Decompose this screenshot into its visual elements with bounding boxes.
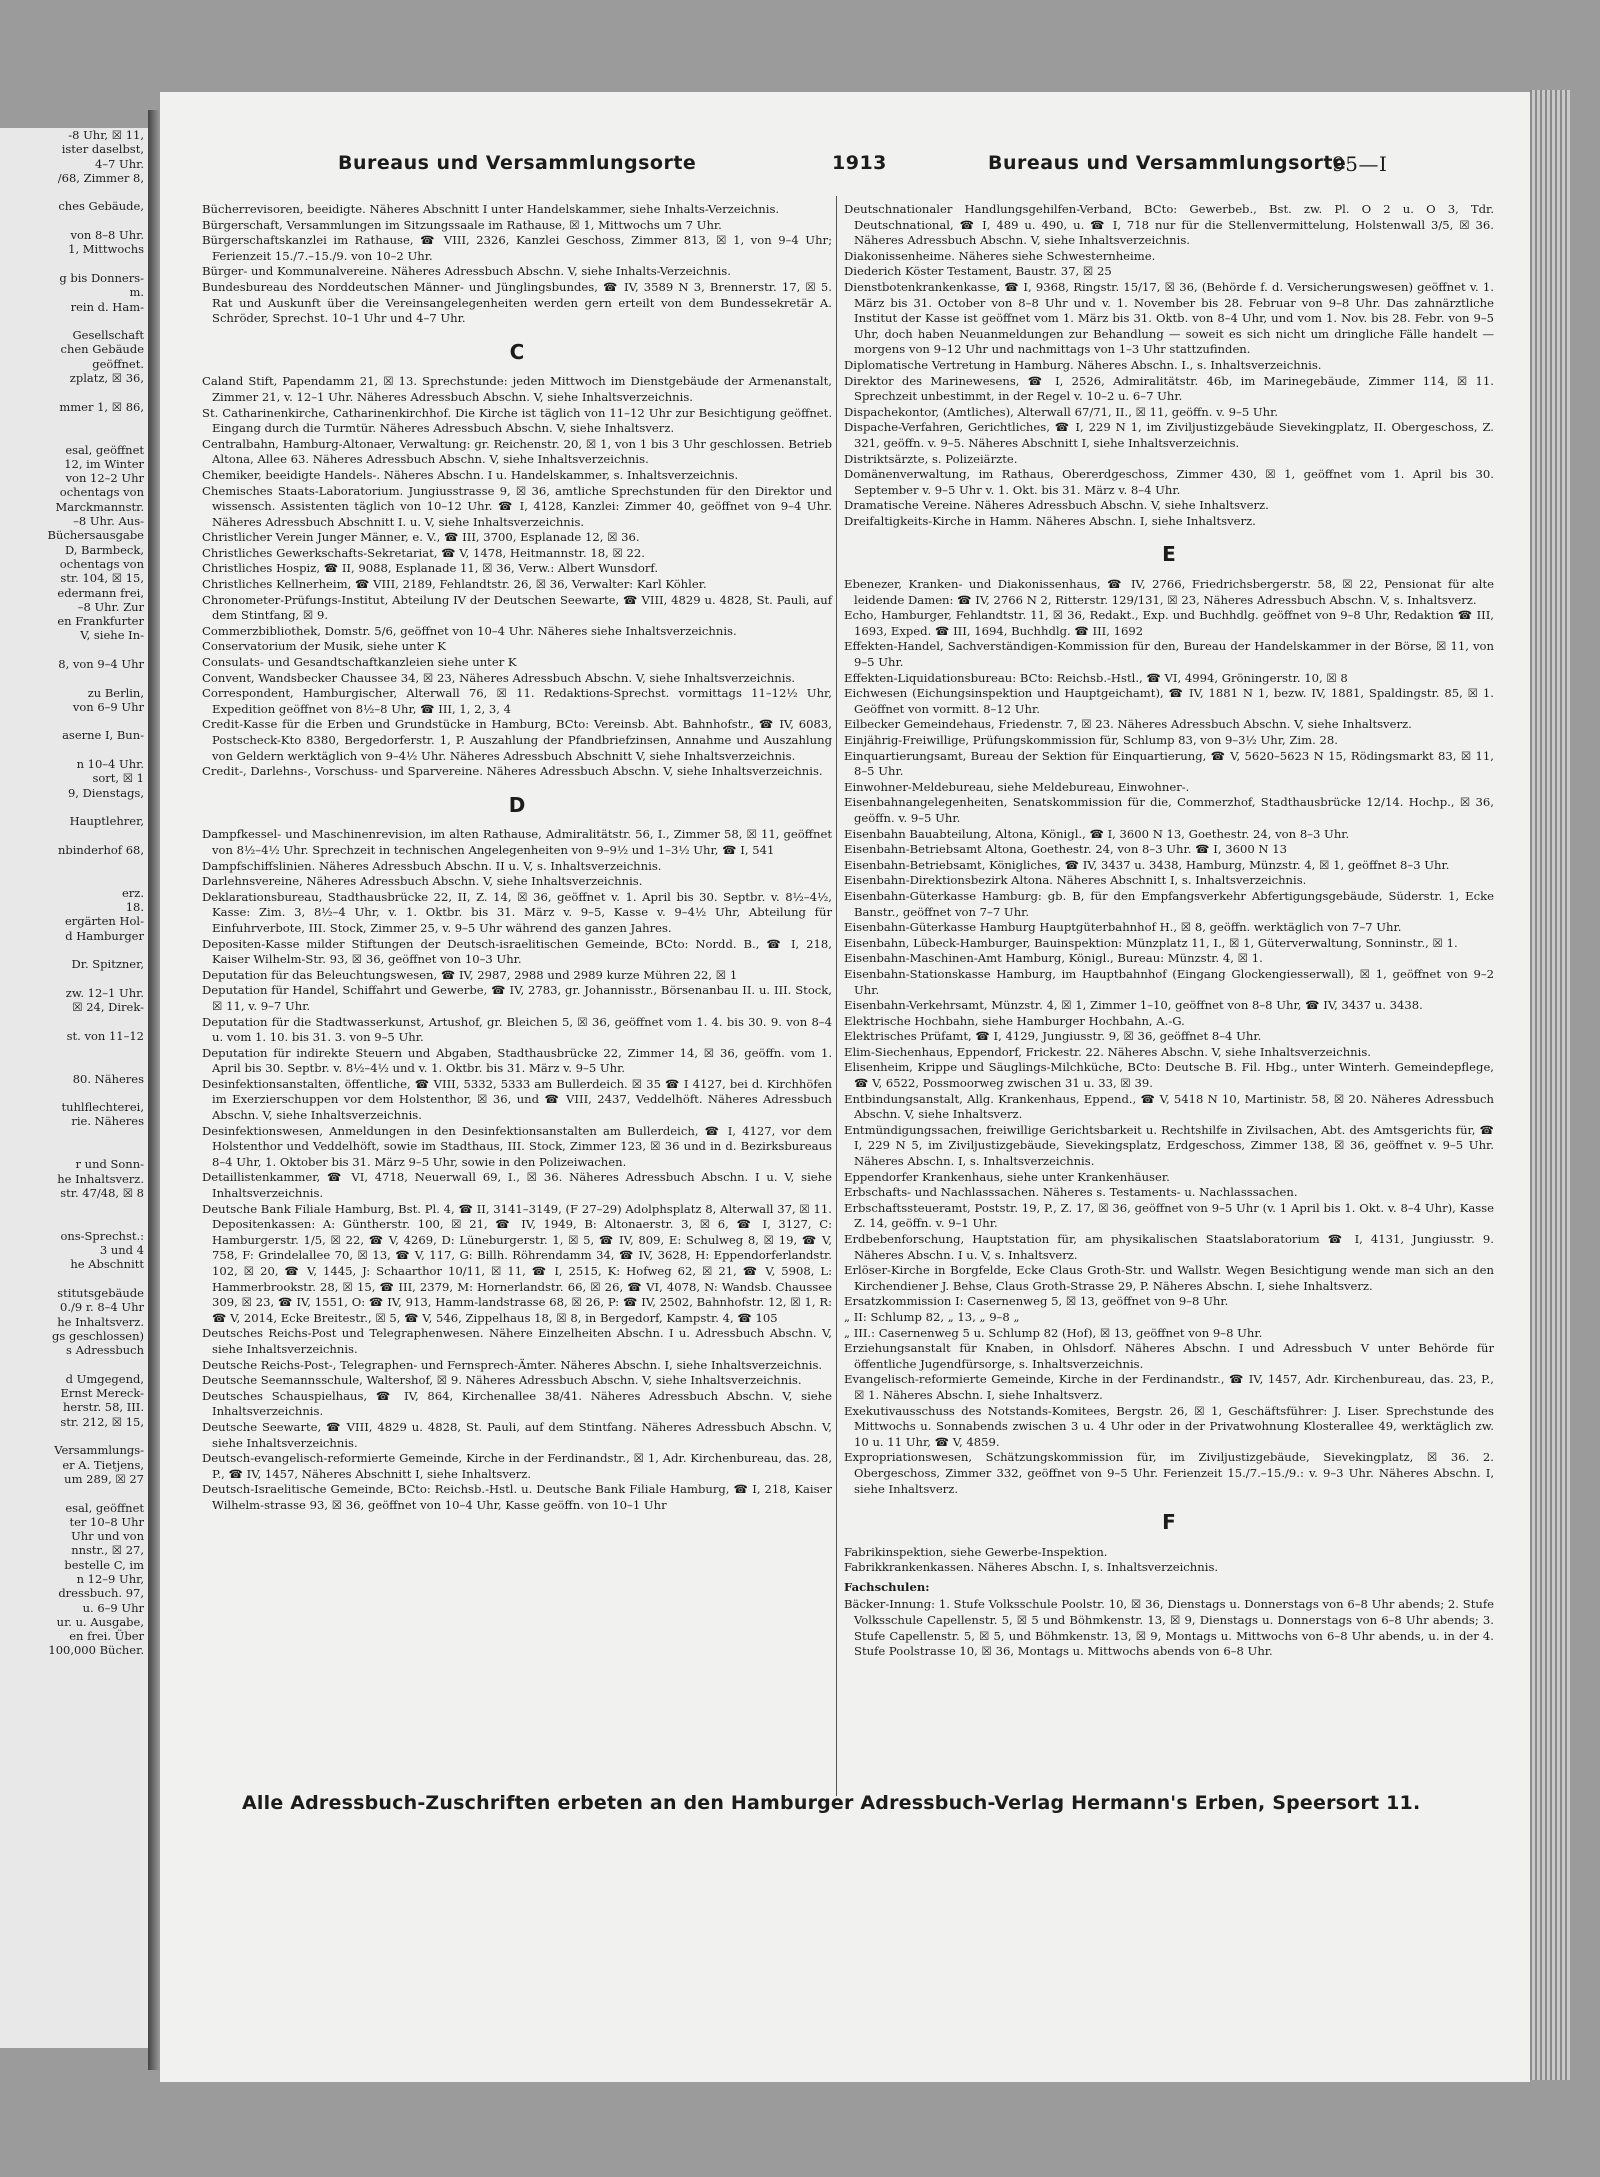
left-page-line: ons-Sprechst.: bbox=[60, 1228, 144, 1243]
left-page-line: 100,000 Bücher. bbox=[48, 1643, 144, 1658]
directory-entry: Eisenbahn-Direktionsbezirk Altona. Näheres Abschnitt I, s. Inhaltsverzeichnis. bbox=[844, 873, 1307, 888]
directory-entry: Bücherrevisoren, beeidigte. Näheres Abschnitt I unter Handelskammer, siehe Inhalts-Verzeichnis. bbox=[202, 202, 780, 216]
directory-entry: Erlöser-Kirche in Borgfelde, Ecke Claus Groth-Str. und Wallstr. Wegen Besichtigung wende man sich an den Kirchendiener J. Behse, Claus Groth-Strasse 29, P. Näheres Abschn. I, siehe Inhaltsverz. bbox=[844, 1263, 1494, 1293]
left-page-line: bestelle C, im bbox=[64, 1557, 144, 1572]
directory-entry: St. Catharinenkirche, Catharinenkirchhof. Die Kirche ist täglich von 11–12 Uhr zur Besichtigung geöffnet. Eingang durch die Turmtür. Näheres Adressbuch Abschn. V, siehe Inhaltsverz. bbox=[202, 405, 832, 436]
left-page-line: d Umgegend, bbox=[65, 1371, 144, 1386]
left-page-line: –8 Uhr. Aus- bbox=[73, 514, 144, 529]
directory-entry: Eisenbahnangelegenheiten, Senatskommission für die, Commerzhof, Stadthausbrücke 12/14. Hochp., ☒ 36, geöffn. v. 9–5 Uhr. bbox=[844, 795, 1494, 825]
left-page-line: dressbuch. 97, bbox=[58, 1586, 144, 1601]
directory-entry: Deputation für die Stadtwasserkunst, Artushof, gr. Bleichen 5, ☒ 36, geöffnet vom 1. 4. bis 30. 9. von 8–4 u. vom 1. 10. bis 31. 3. von 9–5 Uhr. bbox=[202, 1014, 832, 1045]
directory-entry: Elektrische Hochbahn, siehe Hamburger Hochbahn, A.-G. bbox=[844, 1013, 1185, 1028]
directory-entry: Dispache-Verfahren, Gerichtliches, ☎ I, 229 N 1, im Ziviljustizgebäude Sievekingplatz, II. Obergeschoss, Z. 321, geöffn. v. 9–5. Näheres Abschnitt I, siehe Inhaltsverzeichnis. bbox=[844, 420, 1494, 450]
entries-fachschulen bbox=[844, 1597, 1494, 1659]
directory-entry: Eisenbahn-Betriebsamt, Königliches, ☎ IV, 3437 u. 3438, Hamburg, Münzstr. 4, ☒ 1, geöffnet 8–3 Uhr. bbox=[844, 857, 1450, 872]
right-page bbox=[160, 92, 1530, 2082]
left-page-line: 8, von 9–4 Uhr bbox=[58, 656, 144, 671]
directory-entry: Christliches Gewerkschafts-Sekretariat, ☎ V, 1478, Heitmannstr. 18, ☒ 22. bbox=[202, 545, 645, 560]
entries-c bbox=[202, 374, 832, 779]
left-page-line: Büchersausgabe bbox=[47, 528, 144, 543]
left-page-line: /68, Zimmer 8, bbox=[57, 170, 144, 185]
left-page-line: 1, Mittwochs bbox=[68, 242, 144, 257]
directory-entry: Elim-Siechenhaus, Eppendorf, Frickestr. 22. Näheres Abschn. V, siehe Inhaltsverzeichnis. bbox=[844, 1044, 1371, 1059]
left-page-line: ur. u. Ausgabe, bbox=[56, 1614, 144, 1629]
left-page-line: von 8–8 Uhr. bbox=[70, 228, 144, 243]
left-page-line bbox=[4, 871, 144, 885]
left-page-line: Hauptlehrer, bbox=[69, 814, 144, 829]
left-page-line: von 12–2 Uhr bbox=[65, 471, 144, 486]
directory-entry: Desinfektionswesen, Anmeldungen in den Desinfektionsanstalten am Bullerdeich, ☎ I, 4127, vor dem Holstenthor und Veddelhöft, sowie im Stadthaus, III. Stock, Zimmer 123, ☒ 36 und in d. Bezirksbureaus 8–4 Uhr, 1. Oktober bis 31. März 9–5 Uhr, sowie in den Polizeiwachen. bbox=[202, 1123, 832, 1169]
left-page-line: um 289, ☒ 27 bbox=[64, 1471, 144, 1486]
left-page-line: chen Gebäude bbox=[60, 342, 144, 357]
left-page-line bbox=[4, 1014, 144, 1028]
column-left bbox=[202, 202, 832, 1514]
left-page-line: Versammlungs- bbox=[54, 1443, 144, 1458]
directory-entry: Deutsche Bank Filiale Hamburg, Bst. Pl. 4, ☎ II, 3141–3149, (F 27–29) Adolphsplatz 8, Alterwall 37, ☒ 11. Depositenkassen: A: Güntherstr. 100, ☒ 21, ☎ IV, 1949, B: Altonaerstr. 3, ☒ 6, ☎ I, 3127, C: Hamburgerstr. 1/5, ☒ 22, ☎ V, 4269, D: Lüneburgerstr. 1, ☒ 5, ☎ IV, 809, E: Schulweg 8, ☒ 19, ☎ V, 758, F: Grindelallee 70, ☒ 13, ☎ V, 117, G: Billh. Röhrendamm 34, ☎ IV, 3628, H: Eppendorferlandstr. 102, ☒ 20, ☎ V, 1445, J: Schaarthor 10/11, ☒ 11, ☎ I, 2515, K: Hofweg 62, ☒ 21, ☎ V, 5908, L: Hammerbrookstr. 28, ☒ 15, ☎ III, 2379, M: Hornerlandstr. 66, ☒ 26, ☎ VI, 4078, N: Wandsb. Chaussee 309, ☒ 23, ☎ IV, 1551, O: ☎ IV, 913, Hamm-landstrasse 68, ☒ 26, P: ☎ IV, 2502, Bahnhofstr. 12, ☒ 1, R: ☎ V, 2014, Ecke Breitestr., ☒ 5, ☎ V, 546, Zippelhaus 18, ☒ 8, in Bergedorf, Kampstr. 4, ☎ 105 bbox=[202, 1201, 832, 1325]
directory-entry: Diederich Köster Testament, Baustr. 37, ☒ 25 bbox=[844, 264, 1112, 279]
directory-entry: Eisenbahn-Betriebsamt Altona, Goethestr. 24, von 8–3 Uhr. ☎ I, 3600 N 13 bbox=[844, 842, 1287, 857]
left-page-line bbox=[4, 743, 144, 757]
directory-entry: Elisenheim, Krippe und Säuglings-Milchküche, BCto: Deutsche B. Fil. Hbg., unter Winterh. Gemeindepflege, ☎ V, 6522, Possmoorweg zwischen 31 u. 33, ☒ 39. bbox=[844, 1060, 1494, 1091]
directory-entry: Bürgerschaftskanzlei im Rathause, ☎ VIII, 2326, Kanzlei Geschoss, Zimmer 813, ☒ 1, von 9–4 Uhr; Ferienzeit 15./7.–15./9. von 10–2 Uhr. bbox=[202, 233, 832, 263]
header-left: Bureaus und Versammlungsorte bbox=[338, 152, 697, 174]
left-page-line: zw. 12–1 Uhr. bbox=[65, 985, 144, 1000]
left-page-line: g bis Donners- bbox=[59, 270, 144, 285]
directory-entry: Centralbahn, Hamburg-Altonaer, Verwaltung: gr. Reichenstr. 20, ☒ 1, von 1 bis 3 Uhr geschlossen. Betrieb Altona, Allee 63. Näheres Adressbuch Abschn. V, siehe Inhaltsverzeichnis. bbox=[202, 436, 832, 467]
directory-entry: Dienstbotenkrankenkasse, ☎ I, 9368, Ringstr. 15/17, ☒ 36, (Behörde f. d. Versicherungswesen) geöffnet v. 1. März bis 31. October von 8–8 Uhr und v. 1. November bis 28. Februar von 9–8 Uhr. Das zahnärztliche Institut der Kasse ist geöffnet vom 1. März bis 31. Oktb. von 8–4 Uhr, und vom 1. Nov. bis 28. Febr. von 9–5 Uhr, doch haben Neuanmeldungen zur Behandlung — soweit es sich nicht um dringliche Fälle handelt — morgens von 9–12 Uhr und nachmittags von 1–3 Uhr stattzufinden. bbox=[844, 279, 1494, 357]
left-page-line bbox=[4, 671, 144, 685]
left-page-line: V, siehe In- bbox=[80, 628, 144, 643]
left-page-line: m. bbox=[129, 285, 144, 300]
directory-entry: Dispachekontor, (Amtliches), Alterwall 67/71, II., ☒ 11, geöffn. v. 9–5 Uhr. bbox=[844, 404, 1279, 419]
left-page-line: nbinderhof 68, bbox=[57, 842, 144, 857]
left-page-line bbox=[4, 1057, 144, 1071]
left-page-line bbox=[4, 428, 144, 442]
directory-entry: Chemiker, beeidigte Handels-. Näheres Abschn. I u. Handelskammer, s. Inhaltsverzeichnis. bbox=[202, 467, 739, 482]
left-page-line: he Abschnitt bbox=[70, 1257, 144, 1272]
left-page-line: 12, im Winter bbox=[64, 456, 144, 471]
directory-entry: Erbschafts- und Nachlasssachen. Näheres s. Testaments- u. Nachlasssachen. bbox=[844, 1185, 1298, 1200]
directory-entry: Effekten-Handel, Sachverständigen-Kommission für den, Bureau der Handelskammer in der Börse, ☒ 11, von 9–5 Uhr. bbox=[844, 639, 1494, 670]
directory-entry: Erziehungsanstalt für Knaben, in Ohlsdorf. Näheres Abschn. I und Adressbuch V unter Behörde für öffentliche Jugendfürsorge, s. Inhaltsverzeichnis. bbox=[844, 1341, 1494, 1371]
left-page-fragment bbox=[0, 128, 150, 2048]
left-page-line: ochentags von bbox=[59, 485, 144, 500]
left-page-line bbox=[4, 314, 144, 328]
column-right bbox=[844, 202, 1494, 1660]
directory-entry: Eisenbahn-Maschinen-Amt Hamburg, Königl., Bureau: Münzstr. 4, ☒ 1. bbox=[844, 951, 1263, 966]
directory-entry: Diakonissenheime. Näheres siehe Schwesternheime. bbox=[844, 248, 1156, 263]
left-page-line bbox=[4, 857, 144, 871]
section-letter-c: C bbox=[509, 339, 525, 364]
left-page-line: edermann frei, bbox=[57, 585, 144, 600]
left-page-line bbox=[4, 1143, 144, 1157]
directory-entry: Deputation für Handel, Schiffahrt und Gewerbe, ☎ IV, 2783, gr. Johannisstr., Börsenanbau II. u. III. Stock, ☒ 11, v. 9–7 Uhr. bbox=[202, 983, 832, 1013]
left-page-line: von 6–9 Uhr bbox=[72, 699, 144, 714]
directory-entry: Elektrisches Prüfamt, ☎ I, 4129, Jungiusstr. 9, ☒ 36, geöffnet 8–4 Uhr. bbox=[844, 1029, 1262, 1044]
directory-entry: Deklarationsbureau, Stadthausbrücke 22, II, Z. 14, ☒ 36, geöffnet v. 1. April bis 30. Septbr. v. 8½–4½, Kasse: Zim. 3, 8½–4 Uhr, v. 1. Oktbr. bis 31. März v. 9–5, Kasse v. 9–4½ Uhr, Abteilung für Einfuhrverbote, III. Stock, Zimmer 25, v. 9–5 Uhr während des ganzen Jahres. bbox=[202, 889, 832, 935]
left-page-line: en frei. Über bbox=[69, 1629, 144, 1644]
section-letter-e: E bbox=[1162, 542, 1176, 567]
publisher-footer: Alle Adressbuch-Zuschriften erbeten an den Hamburger Adressbuch-Verlag Hermann's Erben, Speersort 11. bbox=[242, 1792, 1421, 1814]
left-page-line: st. von 11–12 bbox=[66, 1028, 144, 1043]
directory-entry: Exekutivausschuss des Notstands-Komitees, Bergstr. 26, ☒ 1, Geschäftsführer: J. Liser. Sprechstunde des Mittwochs u. Sonnabends zwischen 3 u. 4 Uhr oder in der Privatwohnung Klosterallee 49, werktäglich zw. 10 u. 11 Uhr, ☎ V, 4859. bbox=[844, 1403, 1494, 1449]
directory-entry: Entbindungsanstalt, Allg. Krankenhaus, Eppend., ☎ V, 5418 N 10, Martinistr. 58, ☒ 20. Näheres Adressbuch Abschn. V, siehe Inhaltsverz. bbox=[844, 1091, 1494, 1122]
directory-entry: Desinfektionsanstalten, öffentliche, ☎ VIII, 5332, 5333 am Bullerdeich. ☒ 35 ☎ I 4127, bei d. Kirchhöfen im Exerzierschuppen vor dem Holstenthor, ☒ 36, und ☎ VIII, 2437, Veddelhöft. Näheres Adressbuch Abschn. V, siehe Inhaltsverzeichnis. bbox=[202, 1076, 832, 1123]
directory-entry: Ebenezer, Kranken- und Diakonissenhaus, ☎ IV, 2766, Friedrichsbergerstr. 58, ☒ 22, Pensionat für alte leidende Damen: ☎ IV, 2766 N 2, Ritterstr. 129/131, ☒ 23, Näheres Adressbuch Abschn. V, s. Inhaltsverz. bbox=[844, 577, 1494, 607]
entries-b bbox=[202, 202, 832, 327]
left-page-line: aserne I, Bun- bbox=[62, 728, 144, 743]
left-page-line: Ernst Mereck- bbox=[60, 1386, 144, 1401]
directory-entry: Deputation für indirekte Steuern und Abgaben, Stadthausbrücke 22, Zimmer 14, ☒ 36, geöffn. vom 1. April bis 30. Septbr. v. 8½–4½ und v. 1. Oktbr. bis 31. März v. 9–5 Uhr. bbox=[202, 1045, 832, 1076]
left-page-line bbox=[4, 1358, 144, 1372]
left-page-line: ergärten Hol- bbox=[64, 914, 144, 929]
left-page-line: gs geschlossen) bbox=[52, 1328, 144, 1343]
directory-entry: Convent, Wandsbecker Chaussee 34, ☒ 23, Näheres Adressbuch Abschn. V, siehe Inhaltsverzeichnis. bbox=[202, 670, 796, 685]
left-page-line: ochentags von bbox=[59, 556, 144, 571]
left-page-line bbox=[4, 1429, 144, 1443]
left-page-line: 4–7 Uhr. bbox=[94, 156, 144, 171]
directory-entry: Depositen-Kasse milder Stiftungen der Deutsch-israelitischen Gemeinde, BCto: Nordd. B., ☎ I, 218, Kaiser Wilhelm-Str. 93, ☒ 36, geöffnet von 10–3 Uhr. bbox=[202, 936, 832, 967]
left-page-line: rie. Näheres bbox=[71, 1114, 144, 1129]
left-page-line bbox=[4, 1272, 144, 1286]
left-page-line: 80. Näheres bbox=[72, 1071, 144, 1086]
left-page-line bbox=[4, 1215, 144, 1229]
directory-entry: Correspondent, Hamburgischer, Alterwall 76, ☒ 11. Redaktions-Sprechst. vormittags 11–12½ Uhr, Expedition geöffnet von 8½–8 Uhr, ☎ III, 1, 2, 3, 4 bbox=[202, 686, 832, 716]
left-page-line: str. 104, ☒ 15, bbox=[60, 571, 144, 586]
left-page-line: n 10–4 Uhr. bbox=[76, 757, 144, 772]
left-page-line: u. 6–9 Uhr bbox=[82, 1600, 144, 1615]
directory-entry: Caland Stift, Papendamm 21, ☒ 13. Sprechstunde: jeden Mittwoch im Dienstgebäude der Armenanstalt, Zimmer 21, v. 12–1 Uhr. Näheres Adressbuch Abschn. V, siehe Inhaltsverzeichnis. bbox=[202, 374, 832, 404]
directory-entry: Deutsche Seemannsschule, Waltershof, ☒ 9. Näheres Adressbuch Abschn. V, siehe Inhaltsverzeichnis. bbox=[202, 1373, 802, 1388]
left-page-line: s Adressbuch bbox=[66, 1343, 144, 1358]
directory-entry: „ II: Schlump 82, „ 13, „ 9–8 „ bbox=[844, 1309, 1020, 1324]
directory-entry: Echo, Hamburger, Fehlandtstr. 11, ☒ 36, Redakt., Exp. und Buchhdlg. geöffnet von 9–8 Uhr, Redaktion ☎ III, 1693, Exped. ☎ III, 1694, Buchhdlg. ☎ III, 1692 bbox=[844, 608, 1494, 638]
left-page-line: esal, geöffnet bbox=[65, 1500, 144, 1515]
fachschulen-heading: Fachschulen: bbox=[844, 1579, 930, 1594]
directory-entry: Chronometer-Prüfungs-Institut, Abteilung IV der Deutschen Seewarte, ☎ VIII, 4829 u. 4828, St. Pauli, auf dem Stintfang, ☒ 9. bbox=[202, 592, 832, 623]
directory-entry: Dreifaltigkeits-Kirche in Hamm. Näheres Abschn. I, siehe Inhaltsverz. bbox=[844, 513, 1256, 528]
left-page-line bbox=[4, 414, 144, 428]
left-page-line bbox=[4, 829, 144, 843]
header-year: 1913 bbox=[832, 152, 887, 174]
left-page-line: erz. bbox=[121, 885, 144, 900]
directory-entry: Bundesbureau des Norddeutschen Männer- und Jünglingsbundes, ☎ IV, 3589 N 3, Brennerstr. 17, ☒ 5. Rat und Auskunft über die Vereinsangelegenheiten werden gern erteilt von dem Bundessekretär A. Schröder, Sprechst. 10–1 Uhr und 4–7 Uhr. bbox=[202, 279, 832, 326]
directory-entry: Deutsch-evangelisch-reformierte Gemeinde, Kirche in der Ferdinandstr., ☒ 1, Adr. Kirchenbureau, das. 28, P., ☎ IV, 1457, Näheres Abschnitt I, siehe Inhaltsverz. bbox=[202, 1451, 832, 1481]
left-page-line: ☒ 24, Direk- bbox=[72, 1000, 144, 1015]
section-letter-f: F bbox=[1162, 1510, 1176, 1535]
left-page-line bbox=[4, 385, 144, 399]
left-page-line: Uhr und von bbox=[71, 1529, 144, 1544]
directory-entry: Effekten-Liquidationsbureau: BCto: Reichsb.-Hstl., ☎ VI, 4994, Gröningerstr. 10, ☒ 8 bbox=[844, 670, 1348, 685]
directory-entry: Darlehnsvereine, Näheres Adressbuch Abschn. V, siehe Inhaltsverzeichnis. bbox=[202, 874, 643, 889]
directory-entry: Eppendorfer Krankenhaus, siehe unter Krankenhäuser. bbox=[844, 1169, 1170, 1184]
left-page-line: 9, Dienstags, bbox=[67, 785, 144, 800]
left-page-line: geöffnet. bbox=[92, 356, 144, 371]
entries-d-cont bbox=[844, 202, 1494, 529]
directory-entry: Bäcker-Innung: 1. Stufe Volksschule Poolstr. 10, ☒ 36, Dienstags u. Donnerstags von 6–8 Uhr abends; 2. Stufe Volksschule Capellenstr. 5, ☒ 5 und Böhmkenstr. 13, ☒ 9, Dienstags u. Donnerstags von 6–8 Uhr abends; 3. Stufe Capellenstr. 5, ☒ 5, und Böhmkenstr. 13, ☒ 9, Montags u. Mittwochs von 6–8 Uhr abends, u. in der 4. Stufe Poolstrasse 10, ☒ 36, Montags u. Mittwochs abends von 6–8 Uhr. bbox=[844, 1597, 1494, 1659]
left-page-line: d Hamburger bbox=[65, 928, 144, 943]
running-header bbox=[160, 152, 1530, 192]
page-number: 95—I bbox=[1332, 152, 1388, 176]
left-page-line: D, Barmbeck, bbox=[64, 542, 144, 557]
directory-entry: Diplomatische Vertretung in Hamburg. Näheres Abschn. I., s. Inhaltsverzeichnis. bbox=[844, 357, 1322, 372]
directory-entry: Dramatische Vereine. Näheres Adressbuch Abschn. V, siehe Inhaltsverz. bbox=[844, 498, 1269, 513]
left-page-line: he Inhaltsverz. bbox=[57, 1314, 144, 1329]
left-page-line bbox=[4, 185, 144, 199]
directory-entry: Einquartierungsamt, Bureau der Sektion für Einquartierung, ☎ V, 5620–5623 N 15, Rödingsmarkt 83, ☒ 11, 8–5 Uhr. bbox=[844, 748, 1494, 779]
directory-entry: Eisenbahn-Verkehrsamt, Münzstr. 4, ☒ 1, Zimmer 1–10, geöffnet von 8–8 Uhr, ☎ IV, 3437 u. 3438. bbox=[844, 998, 1423, 1013]
directory-entry: Bürger- und Kommunalvereine. Näheres Adressbuch Abschn. V, siehe Inhalts-Verzeichnis. bbox=[202, 264, 731, 279]
directory-entry: Christliches Kellnerheim, ☎ VIII, 2189, Fehlandtstr. 26, ☒ 36, Verwalter: Karl Köhler. bbox=[202, 577, 707, 592]
directory-entry: Deutsches Schauspielhaus, ☎ IV, 864, Kirchenallee 38/41. Näheres Adressbuch Abschn. V, siehe Inhaltsverzeichnis. bbox=[202, 1388, 832, 1419]
directory-entry: Deutsche Reichs-Post-, Telegraphen- und Fernsprech-Ämter. Näheres Abschn. I, siehe Inhaltsverzeichnis. bbox=[202, 1357, 823, 1372]
left-page-line: en Frankfurter bbox=[57, 614, 144, 629]
left-page-line bbox=[4, 1043, 144, 1057]
directory-entry: Erbschaftssteueramt, Poststr. 19, P., Z. 17, ☒ 36, geöffnet von 9–5 Uhr (v. 1 April bis 1. Okt. v. 8–4 Uhr), Kasse Z. 14, geöffn. v. 9–1 Uhr. bbox=[844, 1200, 1494, 1231]
directory-entry: Eisenbahn-Güterkasse Hamburg Hauptgüterbahnhof H., ☒ 8, geöffn. werktäglich von 7–7 Uhr. bbox=[844, 920, 1402, 935]
directory-entry: Eisenbahn Bauabteilung, Altona, Königl., ☎ I, 3600 N 13, Goethestr. 24, von 8–3 Uhr. bbox=[844, 826, 1350, 841]
left-page-line: he Inhaltsverz. bbox=[57, 1171, 144, 1186]
section-letter-d: D bbox=[508, 792, 526, 817]
left-page-line bbox=[4, 943, 144, 957]
left-page-line: Dr. Spitzner, bbox=[71, 957, 144, 972]
left-page-line: mmer 1, ☒ 86, bbox=[59, 399, 144, 414]
directory-entry: Dampfkessel- und Maschinenrevision, im alten Rathause, Admiralitätstr. 56, I., Zimmer 58, ☒ 11, geöffnet von 8½–4½ Uhr. Sprechzeit in technischen Angelegenheiten von 9–9½ und 1–3½ Uhr, ☎ I, 541 bbox=[202, 827, 832, 857]
left-page-line: –8 Uhr. Zur bbox=[77, 599, 144, 614]
page-edges bbox=[1530, 90, 1570, 2080]
directory-entry: Fabrikinspektion, siehe Gewerbe-Inspektion. bbox=[844, 1544, 1108, 1559]
left-page-line: er A. Tietjens, bbox=[62, 1457, 144, 1472]
left-page-line: str. 47/48, ☒ 8 bbox=[60, 1185, 144, 1200]
left-page-line bbox=[4, 1486, 144, 1500]
directory-entry: Erdbebenforschung, Hauptstation für, am physikalischen Staatslaboratorium ☎ I, 4131, Jungiusstr. 9. Näheres Abschn. I u. V, s. Inhaltsverz. bbox=[844, 1232, 1494, 1262]
left-page-line: Gesellschaft bbox=[72, 328, 144, 343]
column-rule bbox=[836, 196, 837, 1796]
directory-entry: Consulats- und Gesandtschaftkanzleien siehe unter K bbox=[202, 655, 517, 670]
directory-entry: Ersatzkommission I: Casernenweg 5, ☒ 13, geöffnet von 9–8 Uhr. bbox=[844, 1294, 1229, 1309]
left-page-line bbox=[4, 972, 144, 986]
left-page-line: sort, ☒ 1 bbox=[92, 771, 144, 786]
left-page-line: 18. bbox=[125, 900, 144, 915]
directory-entry: Deputation für das Beleuchtungswesen, ☎ IV, 2987, 2988 und 2989 kurze Mühren 22, ☒ 1 bbox=[202, 967, 738, 982]
directory-entry: Evangelisch-reformierte Gemeinde, Kirche in der Ferdinandstr., ☎ IV, 1457, Adr. Kirchenbureau, das. 23, P., ☒ 1. Näheres Abschn. I, siehe Inhaltsverz. bbox=[844, 1372, 1494, 1402]
directory-entry: „ III.: Casernenweg 5 u. Schlump 82 (Hof), ☒ 13, geöffnet von 9–8 Uhr. bbox=[844, 1325, 1263, 1340]
directory-entry: Detaillistenkammer, ☎ VI, 4718, Neuerwall 69, I., ☒ 36. Näheres Adressbuch Abschn. I u. V, siehe Inhaltsverzeichnis. bbox=[202, 1170, 832, 1201]
directory-entry: Dampfschiffslinien. Näheres Adressbuch Abschn. II u. V, s. Inhaltsverzeichnis. bbox=[202, 858, 662, 873]
directory-entry: Deutschnationaler Handlungsgehilfen-Verband, BCto: Gewerbeb., Bst. zw. Pl. O 2 u. O 3, Tdr. Deutschnational, ☎ I, 489 u. 490, u. ☎ I, 718 nur für die Stellenvermittelung, Holstenwall 3/5, ☒ 36. Näheres Adressbuch Abschn. V, siehe Inhaltsverzeichnis. bbox=[844, 202, 1494, 248]
directory-entry: Chemisches Staats-Laboratorium. Jungiusstrasse 9, ☒ 36, amtliche Sprechstunden für den Direktor und wissensch. Assistenten täglich von 10–12 Uhr. ☎ I, 4128, Kanzlei: Zimmer 40, geöffnet von 9–4 Uhr. Näheres Adressbuch Abschnitt I. u. V, siehe Inhaltsverzeichnis. bbox=[202, 483, 832, 529]
directory-entry: Credit-Kasse für die Erben und Grundstücke in Hamburg, BCto: Vereinsb. Abt. Bahnhofstr., ☎ IV, 6083, Postscheck-Kto 8380, Bergedorferstr. 1, P. Auszahlung der Pfandbriefzinsen, Annahme und Auszahlung von Geldern werktäglich von 9–4½ Uhr. Näheres Adressbuch Abschnitt V, siehe Inhaltsverzeichnis. bbox=[202, 717, 832, 763]
left-page-line: esal, geöffnet bbox=[65, 442, 144, 457]
left-page-line bbox=[4, 1129, 144, 1143]
left-page-line: ister daselbst, bbox=[61, 142, 144, 157]
directory-entry: Eisenbahn-Güterkasse Hamburg: gb. B, für den Empfangsverkehr Abfertigungsgebäude, Süderstr. 1, Ecke Banstr., geöffnet von 7–7 Uhr. bbox=[844, 888, 1494, 919]
directory-entry: Eisenbahn-Stationskasse Hamburg, im Hauptbahnhof (Eingang Glockengiesserwall), ☒ 1, geöffnet von 9–2 Uhr. bbox=[844, 966, 1494, 997]
directory-entry: Eichwesen (Eichungsinspektion und Hauptgeichamt), ☎ IV, 1881 N 1, bezw. IV, 1881, Spaldingstr. 85, ☒ 1. Geöffnet von vormitt. 8–12 Uhr. bbox=[844, 686, 1494, 716]
directory-entry: Deutsche Seewarte, ☎ VIII, 4829 u. 4828, St. Pauli, auf dem Stintfang. Näheres Adressbuch Abschn. V, siehe Inhaltsverzeichnis. bbox=[202, 1419, 832, 1450]
directory-entry: Expropriationswesen, Schätzungskommission für, im Ziviljustizgebäude, Sievekingplatz, ☒ 36. 2. Obergeschoss, Zimmer 332, geöffnet von 9–5 Uhr. Ferienzeit 15./7.–15./9.: v. 9–3 Uhr. Näheres Abschn. I, siehe Inhaltsverz. bbox=[844, 1450, 1494, 1496]
left-page-line bbox=[4, 643, 144, 657]
left-page-line: rein d. Ham- bbox=[70, 299, 144, 314]
left-page-line: zu Berlin, bbox=[87, 685, 144, 700]
directory-entry: Deutsches Reichs-Post und Telegraphenwesen. Nähere Einzelheiten Abschn. I u. Adressbuch Abschn. V, siehe Inhaltsverzeichnis. bbox=[202, 1326, 832, 1356]
left-page-line: str. 212, ☒ 15, bbox=[60, 1414, 144, 1429]
left-page-line bbox=[4, 800, 144, 814]
left-page-line: herstr. 58, III. bbox=[62, 1400, 144, 1415]
directory-entry: Christlicher Verein Junger Männer, e. V., ☎ III, 3700, Esplanade 12, ☒ 36. bbox=[202, 530, 640, 545]
left-page-line: stitutsgebäude bbox=[57, 1286, 144, 1301]
directory-entry: Einjährig-Freiwillige, Prüfungskommission für, Schlump 83, von 9–3½ Uhr, Zim. 28. bbox=[844, 733, 1338, 747]
left-page-line: nnstr., ☒ 27, bbox=[71, 1543, 144, 1558]
left-page-line: tuhlflechterei, bbox=[61, 1100, 144, 1115]
left-page-line bbox=[4, 1086, 144, 1100]
left-page-line: ches Gebäude, bbox=[58, 199, 144, 214]
directory-entry: Eisenbahn, Lübeck-Hamburger, Bauinspektion: Münzplatz 11, I., ☒ 1, Güterverwaltung, Sonninstr., ☒ 1. bbox=[844, 935, 1458, 950]
directory-entry: Entmündigungssachen, freiwillige Gerichtsbarkeit u. Rechtshilfe in Zivilsachen, Abt. des Amtsgerichts für, ☎ I, 229 N 5, im Ziviljustizgebäude, Sievekingsplatz, Erdgeschoss, Zimmer 138, ☒ 36, geöffnet v. 9–5 Uhr. Näheres Abschn. I, s. Inhaltsverzeichnis. bbox=[844, 1122, 1494, 1169]
left-page-line: zplatz, ☒ 36, bbox=[69, 371, 144, 386]
left-page-line bbox=[4, 257, 144, 271]
entries-e bbox=[844, 577, 1494, 1497]
directory-entry: Direktor des Marinewesens, ☎ I, 2526, Admiralitätstr. 46b, im Marinegebäude, Zimmer 114, ☒ 11. Sprechzeit unbestimmt, in der Regel v. 10–2 u. 6–7 Uhr. bbox=[844, 373, 1494, 404]
directory-entry: Credit-, Darlehns-, Vorschuss- und Sparvereine. Näheres Adressbuch Abschn. V, siehe Inhaltsverzeichnis. bbox=[202, 764, 823, 779]
left-page-text bbox=[4, 128, 144, 1658]
directory-entry: Bürgerschaft, Versammlungen im Sitzungssaale im Rathause, ☒ 1, Mittwochs um 7 Uhr. bbox=[202, 217, 722, 232]
left-page-line bbox=[4, 1200, 144, 1214]
directory-entry: Christliches Hospiz, ☎ II, 9088, Esplanade 11, ☒ 36, Verw.: Albert Wunsdorf. bbox=[202, 561, 658, 576]
directory-entry: Commerzbibliothek, Domstr. 5/6, geöffnet von 10–4 Uhr. Näheres siehe Inhaltsverzeichnis. bbox=[202, 623, 737, 638]
entries-f bbox=[844, 1545, 1494, 1576]
directory-entry: Deutsch-Israelitische Gemeinde, BCto: Reichsb.-Hstl. u. Deutsche Bank Filiale Hamburg, ☎ I, 218, Kaiser Wilhelm-strasse 93, ☒ 36, geöffnet von 10–4 Uhr, Kasse geöffn. von 10–1 Uhr bbox=[202, 1482, 832, 1512]
entries-d bbox=[202, 827, 832, 1513]
left-page-line: -8 Uhr, ☒ 11, bbox=[68, 128, 144, 142]
directory-entry: Fabrikkrankenkassen. Näheres Abschn. I, s. Inhaltsverzeichnis. bbox=[844, 1560, 1219, 1575]
left-page-line: Marckmannstr. bbox=[55, 499, 144, 514]
left-page-line: 0./9 r. 8–4 Uhr bbox=[60, 1300, 144, 1315]
header-right: Bureaus und Versammlungsorte bbox=[988, 152, 1347, 174]
left-page-line: n 12–9 Uhr, bbox=[76, 1571, 144, 1586]
left-page-line: 3 und 4 bbox=[99, 1243, 144, 1258]
directory-entry: Distriktsärzte, s. Polizeiärzte. bbox=[844, 451, 1018, 466]
directory-entry: Conservatorium der Musik, siehe unter K bbox=[202, 639, 446, 654]
directory-entry: Domänenverwaltung, im Rathaus, Obererdgeschoss, Zimmer 430, ☒ 1, geöffnet vom 1. April bis 30. September v. 9–5 Uhr v. 1. Okt. bis 31. März v. 8–4 Uhr. bbox=[844, 467, 1494, 497]
left-page-line: r und Sonn- bbox=[75, 1157, 144, 1172]
directory-entry: Eilbecker Gemeindehaus, Friedenstr. 7, ☒ 23. Näheres Adressbuch Abschn. V, siehe Inhaltsverz. bbox=[844, 717, 1412, 732]
left-page-line: ter 10–8 Uhr bbox=[69, 1514, 144, 1529]
left-page-line bbox=[4, 714, 144, 728]
directory-entry: Einwohner-Meldebureau, siehe Meldebureau, Einwohner-. bbox=[844, 779, 1190, 794]
left-page-line bbox=[4, 214, 144, 228]
